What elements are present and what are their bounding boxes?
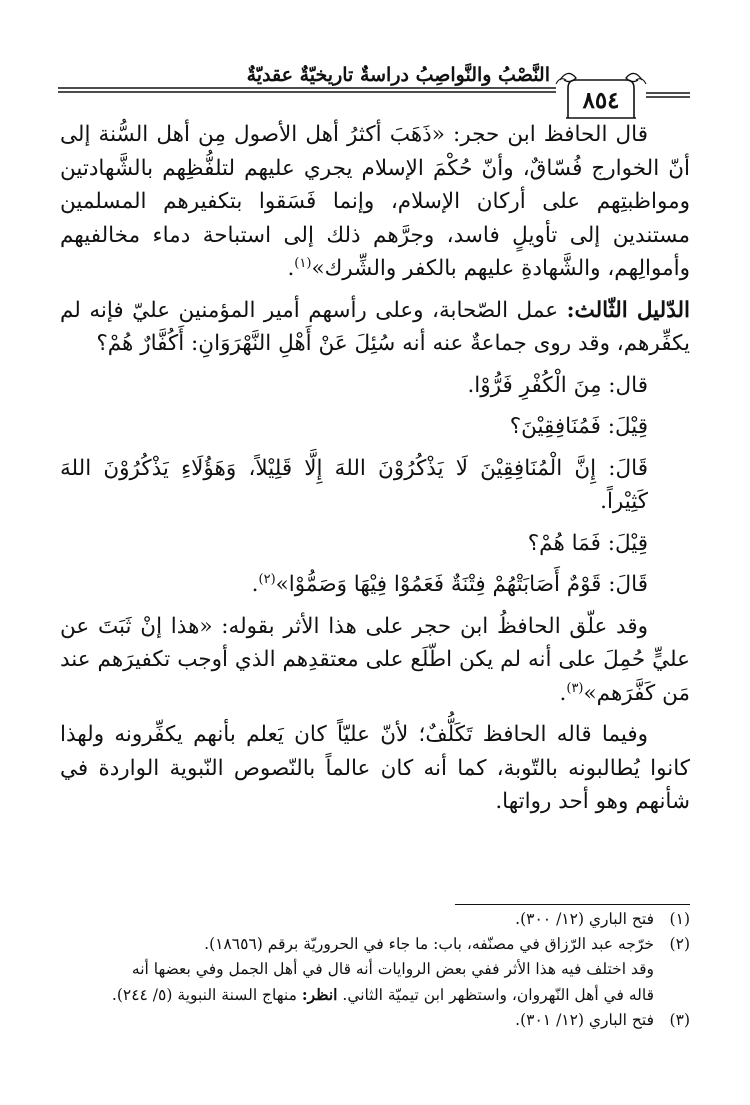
- paragraph-end: .: [287, 256, 295, 281]
- footnotes: [60, 907, 690, 1033]
- paragraph-commentary: [60, 610, 690, 711]
- footnote-number: (١): [669, 910, 690, 928]
- dialogue-line: قال: مِنَ الْكُفْرِ فَرُّوْا.: [467, 372, 648, 398]
- paragraph-third-evidence: [60, 294, 690, 361]
- dialogue-line: قِيْلَ: فَمُنَافِقِيْنَ؟: [509, 414, 648, 439]
- dialogue-line: قَالَ: إِنَّ الْمُنَافِقِيْنَ لَا يَذْكُرُوْنَ اللهَ إِلَّا قَلِيْلاً، وَهَؤُلَاءِ يَذْكُرُوْنَ اللهَ كَثِيْراً.: [60, 455, 648, 514]
- paragraph-text: وقد علّق الحافظُ ابن حجر على هذا الأثر بقوله: «هذا إنْ ثَبَتَ عن عليٍّ حُمِلَ على أنه لم يكن اطّلَع على معتقدِهم الذي أوجب تكفيرَهم عند مَن كَفَّرَهم»: [60, 613, 690, 706]
- dialogue-line: [60, 568, 690, 602]
- paragraph-ibn-hajar-quote: [60, 118, 690, 286]
- footnote-2: [60, 932, 690, 957]
- running-title: النَّصْبُ والنَّواصِبُ دراسةٌ تاريخيّةٌ عقديّةٌ: [246, 64, 550, 86]
- paragraph-end: .: [559, 680, 567, 706]
- paragraph-text: قال الحافظ ابن حجر: «ذَهَبَ أكثرُ أهل الأصول مِن أهل السُّنة إلى أنّ الخوارج فُسّاقٌ، وأنّ حُكْمَ الإسلام يجري عليهم لتلفُّظِهم بالشَّهادتين ومواظبتِهم على أركان الإسلام، وإنما فَسَقوا بتكفيرهم المسلمين مستندين إلى تأويلٍ فاسد، وجرَّهم ذلك إلى استباحة دماء مخالفيهم وأموالِهم، والشَّهادةِ عليهم بالكفر والشِّرك»: [60, 122, 690, 281]
- page-number: ٨٥٤: [582, 87, 620, 114]
- footnote-3: [60, 1008, 690, 1033]
- footnote-text: منهاج السنة النبوية (٥/ ٢٤٤).: [111, 986, 297, 1004]
- footnote-ref-3: (٣): [566, 680, 584, 696]
- footnote-1: [60, 907, 690, 932]
- footnote-text: قاله في أهل النّهروان، واستظهر ابن تيميّة الثاني.: [342, 986, 654, 1004]
- dialogue-text: قَالَ: قَوْمٌ أَصَابَتْهُمْ فِتْنَةٌ فَعَمُوْا فِيْهَا وَصَمُّوْا»: [275, 572, 648, 597]
- footnote-ref-2: (٢): [258, 571, 276, 587]
- section-lead: الدّليل الثّالث:: [566, 297, 691, 323]
- footnote-text: فتح الباري (١٢/ ٣٠٠).: [515, 910, 654, 928]
- footnote-text: خرّجه عبد الرّزاق في مصنّفه، باب: ما جاء في الحروريّة برقم (١٨٦٥٦).: [204, 935, 654, 953]
- footnote-2-continued: [60, 982, 690, 1008]
- footnote-see-label: انظر:: [301, 985, 338, 1004]
- paragraph-author-response: وفيما قاله الحافظ تَكَلُّفٌ؛ لأنّ عليّاً كان يَعلم بأنهم يكفِّرونه ولهذا كانوا يُطالبونه بالتّوبة، كما أنه كان عالماً بالنّصوص النّبوية الواردة في شأنهم وهو أحد رواتها.: [60, 722, 690, 814]
- paragraph-text: عمل الصّحابة، وعلى رأسهم أمير المؤمنين عليّ فإنه لم يكفِّرهم، وقد روى جماعةٌ عنه أنه سُئِلَ عَنْ أَهْلِ النَّهْرَوَانِ: أَكُفَّارٌ هُمْ؟: [60, 297, 690, 356]
- footnote-2-continued: وقد اختلف فيه هذا الأثر ففي بعض الروايات أنه قال في أهل الجمل وفي بعضها أنه: [131, 960, 654, 978]
- main-text: [60, 118, 690, 819]
- footnote-number: (٣): [669, 1011, 690, 1029]
- dialogue-line: قِيْلَ: فَمَا هُمْ؟: [527, 530, 648, 556]
- footnote-ref-1: (١): [294, 255, 312, 271]
- footnote-number: (٢): [669, 935, 690, 953]
- paragraph-end: .: [251, 572, 259, 597]
- footnote-text: فتح الباري (١٢/ ٣٠١).: [515, 1011, 654, 1029]
- footnote-separator: [455, 904, 690, 905]
